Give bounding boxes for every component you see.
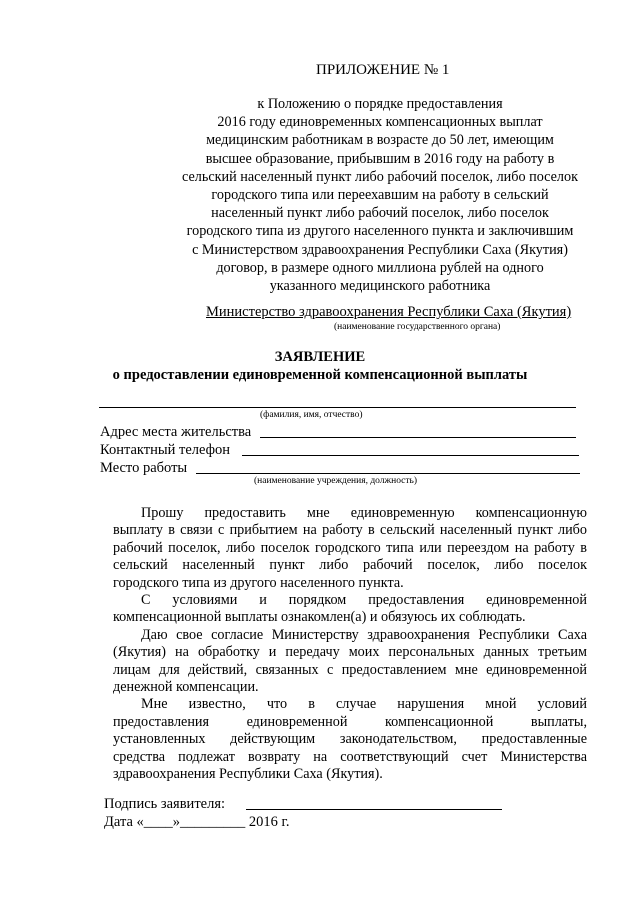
- work-line[interactable]: [196, 473, 580, 474]
- text-line: лицам для действий, связанных с предоставлением мне единовременной: [113, 661, 587, 678]
- text-line: компенсационной выплаты ознакомлен(а) и обязуюсь их соблюдать.: [113, 609, 526, 626]
- text-line: рабочий поселок, либо поселок городского типа или переездом на работу в: [113, 539, 587, 556]
- appendix-desc-line: городского типа или переехавшим на работу в сельский: [211, 187, 549, 204]
- text-line: сельский населенный пункт либо рабочий поселок, либо поселок: [113, 557, 587, 574]
- signature-label: Подпись заявителя:: [104, 796, 226, 812]
- appendix-desc-line: населенный пункт либо рабочий поселок, либо поселок: [211, 205, 549, 222]
- text-line: (Якутия) на обработку и передачу моих персональных данных третьим: [113, 644, 587, 661]
- work-label: Место работы: [100, 460, 188, 476]
- text-line: выплату в связи с прибытием на работу в сельский населенный пункт либо: [113, 522, 587, 539]
- appendix-description: [170, 95, 590, 295]
- text-line: предоставления единовременной компенсационной выплаты,: [113, 713, 587, 730]
- phone-line[interactable]: [242, 455, 579, 456]
- address-line[interactable]: [260, 437, 576, 438]
- appendix-desc-line: с Министерством здравоохранения Республики Саха (Якутия): [192, 241, 568, 258]
- text-line: средства подлежат возврату на соответствующий счет Министерства: [113, 748, 587, 765]
- document-title: ЗАЯВЛЕНИЕ: [274, 349, 366, 365]
- text-line: городского типа из другого населенного пункта.: [113, 574, 404, 591]
- signature-line[interactable]: [246, 809, 502, 810]
- text-line: установленных действующим законодательством, предоставленные: [113, 731, 587, 748]
- text-line: Прошу предоставить мне единовременную компенсационную: [141, 505, 587, 521]
- document-subtitle: о предоставлении единовременной компенсационной выплаты: [112, 367, 528, 383]
- paragraph-request: [113, 505, 587, 784]
- text-line: Мне известно, что в случае нарушения мной условий: [141, 696, 587, 713]
- fio-caption: (фамилия, имя, отчество): [260, 410, 363, 420]
- appendix-desc-line: указанного медицинского работника: [269, 278, 491, 295]
- appendix-desc-line: 2016 году единовременных компенсационных выплат: [217, 114, 543, 131]
- recipient-ministry: Министерство здравоохранения Республики Саха (Якутия): [206, 304, 572, 320]
- appendix-desc-line: городского типа из другого населенного пункта и заключившим: [186, 223, 574, 240]
- appendix-desc-line: к Положению о порядке предоставления: [257, 96, 503, 112]
- appendix-desc-line: договор, в размере одного миллиона рублей на одного: [216, 259, 544, 276]
- fio-line[interactable]: [99, 407, 576, 408]
- text-line: денежной компенсации.: [113, 679, 259, 696]
- work-caption: (наименование учреждения, должность): [254, 476, 418, 486]
- appendix-desc-line: высшее образование, прибывшим в 2016 году на работу в: [205, 150, 555, 167]
- appendix-title: ПРИЛОЖЕНИЕ № 1: [316, 62, 450, 78]
- appendix-desc-line: сельский населенный пункт либо рабочий поселок, либо поселок: [182, 168, 578, 185]
- recipient-caption: (наименование государственного органа): [334, 322, 501, 332]
- text-line: здравоохранения Республики Саха (Якутия).: [113, 766, 383, 783]
- appendix-desc-line: медицинским работникам в возрасте до 50 лет, имеющим: [206, 132, 554, 149]
- address-label: Адрес места жительства: [100, 424, 252, 440]
- text-line: С условиями и порядком предоставления единовременной: [141, 592, 587, 609]
- date-text: Дата «____»_________ 2016 г.: [104, 814, 290, 830]
- text-line: Даю свое согласие Министерству здравоохранения Республики Саха: [141, 626, 587, 643]
- phone-label: Контактный телефон: [100, 442, 231, 458]
